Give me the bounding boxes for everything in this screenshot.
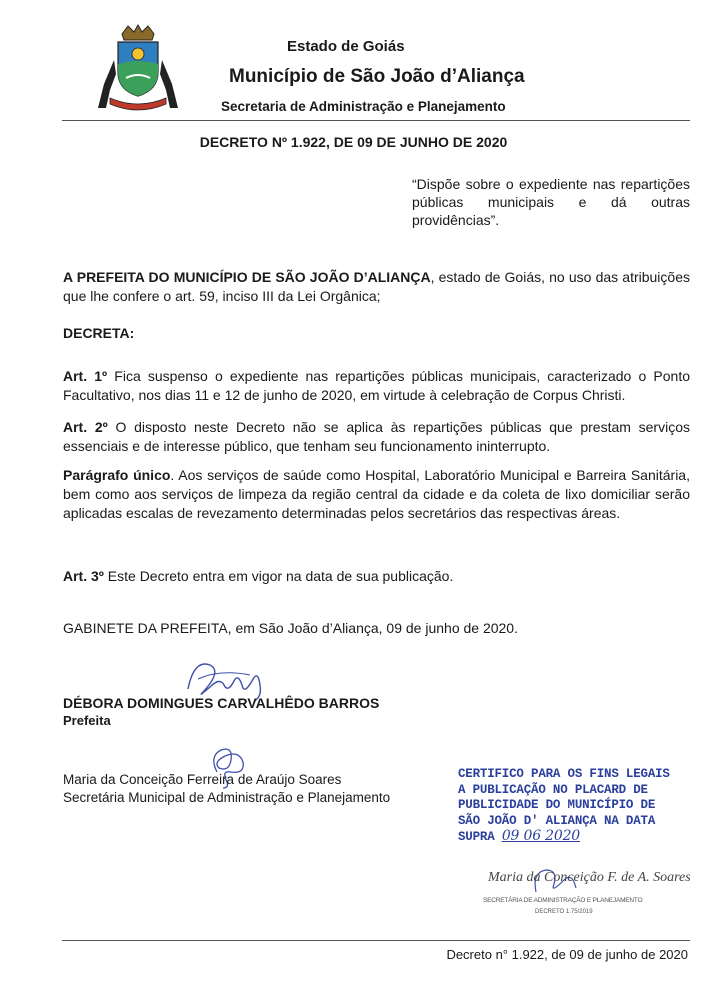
mayor-role: Prefeita: [63, 713, 111, 728]
preamble-text: , estado de Goiás, no uso das atribuições que lhe confere o art. 59, inciso III da Lei Orgânica;: [63, 269, 690, 304]
paragrafo-text: . Aos serviços de saúde como Hospital, Laboratório Municipal e Barreira Sanitária, bem como aos serviços de limpeza da região central da cidade e da coleta de lixo domiciliar serão aplicadas escalas de revezamento determinadas pelos secretários das respectivas áreas.: [63, 467, 690, 521]
article-3: [63, 567, 690, 586]
decree-ementa: “Dispõe sobre o expediente nas repartições públicas municipais e dá outras providências”.: [412, 176, 690, 228]
stamp-signer-decree: DECRETO 1.75/2019: [535, 909, 593, 915]
article-1-label: Art. 1º: [63, 368, 108, 384]
footer-text: Decreto n° 1.922, de 09 de junho de 2020: [446, 947, 688, 962]
mayor-name: DÉBORA DOMINGUES CARVALHÊDO BARROS: [63, 695, 380, 711]
stamp-line: A PUBLICAÇÃO NO PLACARD DE: [458, 782, 648, 797]
article-2-label: Art. 2º: [63, 419, 108, 435]
paragrafo-label: Parágrafo único: [63, 467, 171, 483]
header-secretariat: Secretaria de Administração e Planejamento: [221, 99, 506, 114]
secretary-name: Maria da Conceição Ferreira de Araújo Soares: [63, 772, 342, 787]
decree-title: DECRETO Nº 1.922, DE 09 DE JUNHO DE 2020: [199, 134, 508, 150]
decreta-heading: DECRETA:: [63, 325, 135, 341]
stamp-line: CERTIFICO PARA OS FINS LEGAIS: [458, 767, 670, 781]
stamp-signer-name: Maria da Conceição F. de A. Soares: [488, 870, 691, 885]
footer-divider: [62, 940, 690, 941]
paragrafo-unico: [63, 466, 690, 523]
article-3-label: Art. 3º: [63, 568, 104, 584]
stamp-supra-line: [458, 829, 688, 846]
stamp-line: PUBLICIDADE DO MUNICÍPIO DE: [458, 798, 656, 812]
stamp-supra-label: SUPRA: [458, 830, 495, 844]
header-municipality: Município de São João d’Aliança: [229, 66, 525, 87]
secretary-role: Secretária Municipal de Administração e Planejamento: [63, 790, 391, 805]
publication-stamp: [458, 767, 688, 846]
header-divider: [62, 120, 690, 121]
article-2-text: O disposto neste Decreto não se aplica às repartições públicas que prestam serviços essenciais e de interesse público, que tenham seu funcionamento ininterrupto.: [63, 419, 690, 454]
article-2: [63, 418, 690, 456]
stamp-signer-role: SECRETÁRIA DE ADMINISTRAÇÃO E PLANEJAMENTO: [483, 897, 643, 904]
article-1: [63, 367, 690, 405]
municipal-crest-icon: [92, 24, 184, 116]
header-state: Estado de Goiás: [287, 38, 405, 55]
preamble-bold: A PREFEITA DO MUNICÍPIO DE SÃO JOÃO D’ALIANÇA: [63, 269, 431, 285]
stamp-line: SÃO JOÃO D' ALIANÇA NA DATA: [458, 813, 656, 828]
preamble-paragraph: [63, 268, 690, 306]
stamp-date: 09 06 2020: [501, 828, 580, 844]
article-1-text: Fica suspenso o expediente nas repartições públicas municipais, caracterizado o Ponto Facultativo, nos dias 11 e 12 de junho de 2020, em virtude à celebração de Corpus Christi.: [63, 368, 690, 403]
gabinete-line: GABINETE DA PREFEITA, em São João d’Aliança, 09 de junho de 2020.: [63, 620, 518, 636]
article-3-text: Este Decreto entra em vigor na data de sua publicação.: [103, 568, 454, 584]
